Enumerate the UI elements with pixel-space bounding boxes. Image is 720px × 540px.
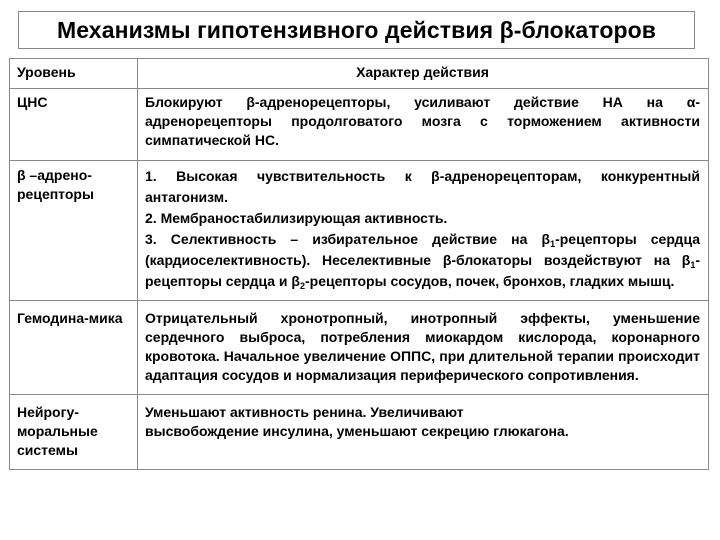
table-row	[10, 301, 709, 395]
row-effect-neurohumoral	[138, 395, 709, 470]
row-level-cns: ЦНС	[10, 89, 138, 161]
item-3-text-d: -рецепторы сосудов, почек, бронхов, гладких мышц.	[304, 273, 675, 289]
row-level-hemodynamics: Гемодина-мика	[10, 301, 138, 395]
table-header-row	[10, 59, 709, 89]
item-3-sub-2: 1	[690, 260, 696, 270]
table-row	[10, 395, 709, 470]
item-3-text-c: -рецепторы сердца и β	[145, 252, 700, 289]
item-1: 1. Высокая чувствительность к β-адренорецепторам, конкурентный антагонизм.	[145, 168, 700, 205]
page-title: Механизмы гипотензивного действия β-блокаторов	[18, 11, 695, 49]
row-effect-cns: Блокируют β-адренорецепторы, усиливают действие НА на α-адренорецепторы продолговатого мозга с торможением активности симпатической НС.	[138, 89, 709, 161]
header-level: Уровень	[10, 59, 138, 89]
table-row	[10, 161, 709, 301]
item-2: 2. Мембраностабилизирующая активность.	[145, 210, 448, 226]
item-3-sub-3: 2	[299, 281, 305, 291]
item-3-text-a: 3. Селективность – избирательное действие на β	[145, 231, 551, 247]
row-level-beta-receptors: β –адрено-рецепторы	[10, 161, 138, 301]
item-3-text-b: -рецепторы сердца (кардиоселективность). Неселективные β-блокаторы воздействуют на β	[145, 231, 701, 268]
row-effect-beta-receptors	[138, 161, 709, 301]
effect-line-2: высвобождение инсулина, уменьшают секрецию глюкагона.	[145, 423, 569, 439]
row-effect-hemodynamics: Отрицательный хронотропный, инотропный эффекты, уменьшение сердечного выброса, потребления миокардом кислорода, коронарного кровотока. Начальное увеличение ОППС, при длительной терапии происходит адаптация сосудов и нормализация периферического сопротивления.	[138, 301, 709, 395]
item-3-sub-1: 1	[550, 239, 556, 249]
table-row	[10, 89, 709, 161]
item-3	[145, 229, 700, 292]
row-level-neurohumoral: Нейрогу-моральные системы	[10, 395, 138, 470]
effect-line-1: Уменьшают активность ренина. Увеличивают	[145, 404, 464, 420]
mechanisms-table	[9, 58, 709, 470]
header-effect: Характер действия	[138, 59, 709, 89]
